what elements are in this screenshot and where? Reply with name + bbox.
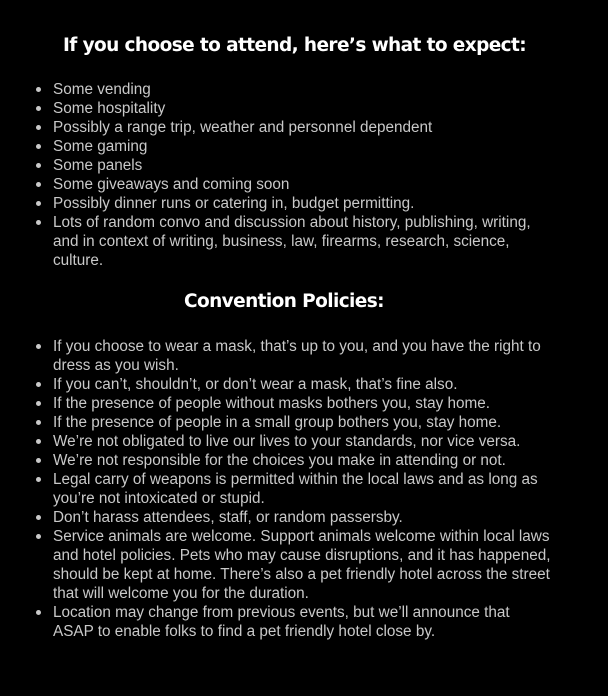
- list-item: Possibly a range trip, weather and personnel dependent: [53, 118, 553, 137]
- list-item: Some gaming: [53, 137, 553, 156]
- policies-heading: Convention Policies:: [184, 291, 384, 312]
- expectations-list: [53, 80, 553, 270]
- list-item: Lots of random convo and discussion about history, publishing, writing, and in context of writing, business, law, firearms, research, science, culture.: [53, 213, 553, 270]
- list-item: If you choose to wear a mask, that’s up to you, and you have the right to dress as you wish.: [53, 337, 553, 375]
- list-item: We’re not obligated to live our lives to your standards, nor vice versa.: [53, 432, 553, 451]
- policies-list: [53, 337, 553, 641]
- list-item: Possibly dinner runs or catering in, budget permitting.: [53, 194, 553, 213]
- expectations-heading: If you choose to attend, here’s what to expect:: [63, 35, 527, 56]
- list-item: If the presence of people without masks bothers you, stay home.: [53, 394, 553, 413]
- list-item: Legal carry of weapons is permitted within the local laws and as long as you’re not intoxicated or stupid.: [53, 470, 553, 508]
- list-item: Service animals are welcome. Support animals welcome within local laws and hotel policies. Pets who may cause disruptions, and it has happened, should be kept at home. There’s also a pet friendly hotel across the street that will welcome you for the duration.: [53, 527, 553, 603]
- list-item: Location may change from previous events, but we’ll announce that ASAP to enable folks to find a pet friendly hotel close by.: [53, 603, 553, 641]
- list-item: We’re not responsible for the choices you make in attending or not.: [53, 451, 553, 470]
- list-item: Some giveaways and coming soon: [53, 175, 553, 194]
- list-item: If you can’t, shouldn’t, or don’t wear a mask, that’s fine also.: [53, 375, 553, 394]
- list-item: Some vending: [53, 80, 553, 99]
- list-item: Don’t harass attendees, staff, or random passersby.: [53, 508, 553, 527]
- list-item: Some hospitality: [53, 99, 553, 118]
- list-item: Some panels: [53, 156, 553, 175]
- list-item: If the presence of people in a small group bothers you, stay home.: [53, 413, 553, 432]
